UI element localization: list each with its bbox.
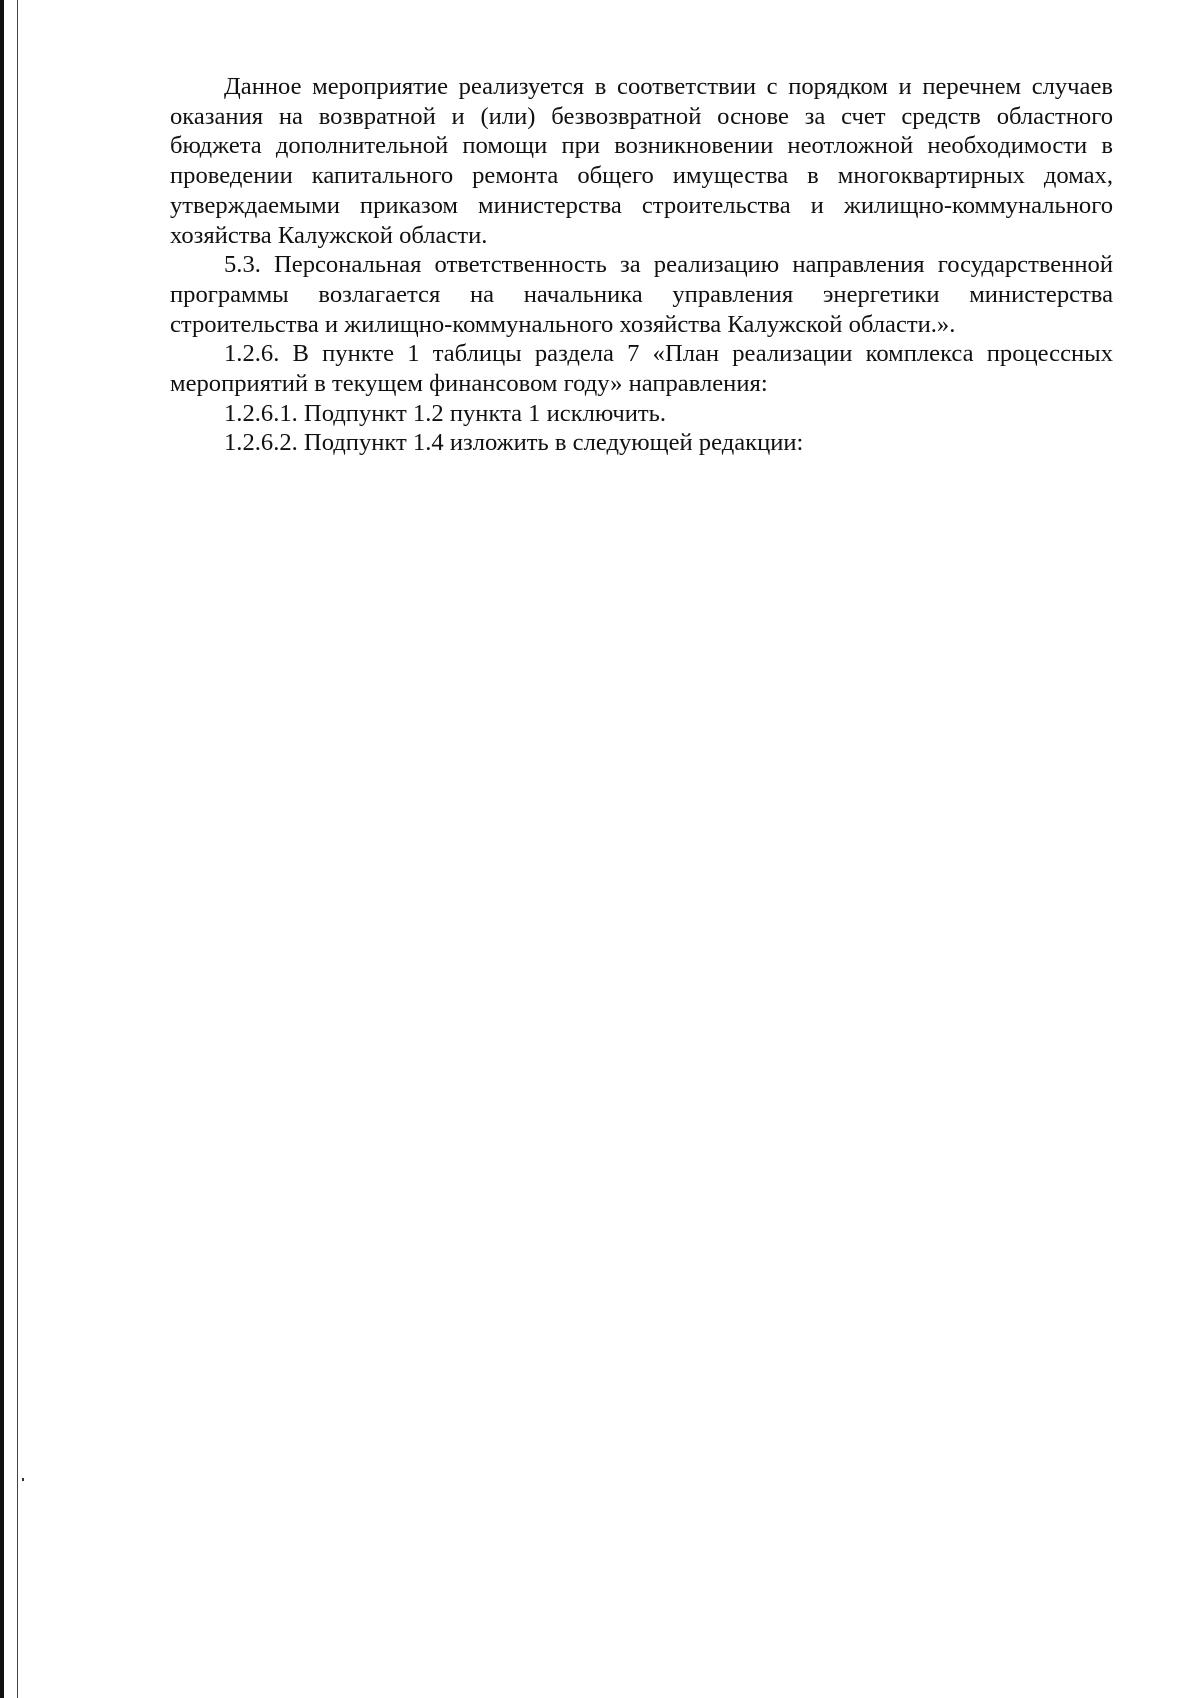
- paragraph-procedure: Данное мероприятие реализуется в соответствии с порядком и перечнем случаев оказания на возвратной и (или) безвозвратной основе за счет средств областного бюджета дополнительной помощи при возникновении неотложной необходимости в проведении капитального ремонта общего имущества в многоквартирных домах, утверждаемыми приказом министерства строительства и жилищно-коммунального хозяйства Калужской области.: [170, 73, 1113, 249]
- paragraph-1-2-6: 1.2.6. В пункте 1 таблицы раздела 7 «План реализации комплекса процессных мероприятий в текущем финансовом году» направления:: [170, 340, 1113, 398]
- paragraph-5-3-responsibility: 5.3. Персональная ответственность за реализацию направления государственной программы возлагается на начальника управления энергетики министерства строительства и жилищно-коммунального хозяйства Калужской области.».: [170, 251, 1113, 338]
- paragraph-1-2-6-2: 1.2.6.2. Подпункт 1.4 изложить в следующей редакции:: [224, 429, 804, 457]
- scan-speck: [22, 1478, 24, 1481]
- document-body: [170, 72, 1113, 458]
- scan-left-edge: [0, 0, 4, 1698]
- scan-margin-line: [17, 0, 18, 1698]
- paragraph-1-2-6-1: 1.2.6.1. Подпункт 1.2 пункта 1 исключить.: [224, 399, 667, 427]
